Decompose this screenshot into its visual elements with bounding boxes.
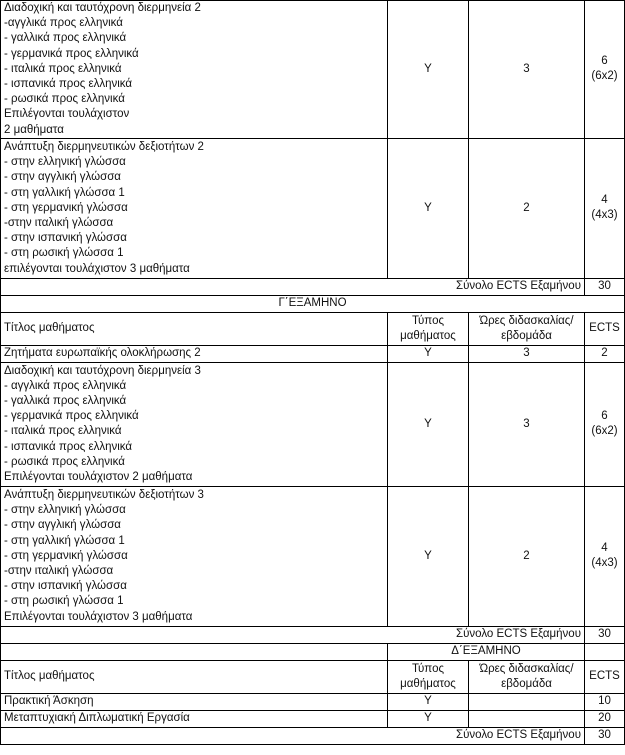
header-title: Τίτλος μαθήματος (1, 312, 388, 345)
semester-heading-row (1, 643, 625, 660)
course-row (1, 345, 625, 362)
semester-total-row (1, 727, 625, 744)
total-value: 30 (585, 727, 625, 744)
header-title: Τίτλος μαθήματος (1, 660, 388, 693)
course-title: Ζητήματα ευρωπαϊκής ολοκλήρωσης 2 (1, 345, 388, 362)
semester-total-row (1, 278, 625, 295)
course-ects: 4 (4x3) (585, 138, 625, 278)
course-title: Ανάπτυξη διερμηνευτικών δεξιοτήτων 3 - στην ελληνική γλώσσα - στην αγγλική γλώσσα - στη γαλλική γλώσσα 1 - στη γερμανική γλώσσα -στην ιταλική γλώσσα - στην ισπανική γλώσσα - στη ρωσική γλώσσα 1 Επιλέγονται τουλάχιστον 3 μαθήματα (1, 486, 388, 626)
course-hours: 2 (469, 138, 585, 278)
semester-total-row (1, 626, 625, 643)
total-value: 30 (585, 626, 625, 643)
semester-heading: Δ΄ΕΞΑΜΗΝΟ (388, 643, 585, 660)
semester-heading: Γ΄ΕΞΑΜΗΝΟ (1, 295, 625, 312)
course-type: Υ (388, 710, 469, 727)
total-label: Σύνολο ECTS Εξαμήνου (1, 727, 585, 744)
header-type: Τύπος μαθήματος (388, 660, 469, 693)
heading-spacer (585, 643, 625, 660)
course-type: Υ (388, 138, 469, 278)
semester-heading-row (1, 295, 625, 312)
course-row (1, 710, 625, 727)
course-title: Μεταπτυχιακή Διπλωματική Εργασία (1, 710, 388, 727)
course-hours: 3 (469, 362, 585, 486)
course-hours (469, 693, 585, 710)
course-type: Υ (388, 693, 469, 710)
course-title: Διαδοχική και ταυτόχρονη διερμηνεία 3 - αγγλικά προς ελληνικά - γαλλικά προς ελληνικά - γερμανικά προς ελληνικά - ιταλικά προς ελληνικά - ισπανικά προς ελληνικά - ρωσικά προς ελληνικά Επιλέγονται τουλάχιστον 2 μαθήματα (1, 362, 388, 486)
course-title: Ανάπτυξη διερμηνευτικών δεξιοτήτων 2 - στην ελληνική γλώσσα - στην αγγλική γλώσσα - στη γαλλική γλώσσα 1 - στη γερμανική γλώσσα -στην ιταλική γλώσσα - στην ισπανική γλώσσα - στη ρωσική γλώσσα 1 επιλέγονται τουλάχιστον 3 μαθήματα (1, 138, 388, 278)
course-ects: 10 (585, 693, 625, 710)
course-row (1, 362, 625, 486)
course-hours: 3 (469, 1, 585, 139)
header-hours: Ώρες διδασκαλίας/ εβδομάδα (469, 312, 585, 345)
course-type: Υ (388, 345, 469, 362)
course-hours: 2 (469, 486, 585, 626)
total-value: 30 (585, 278, 625, 295)
column-header-row (1, 312, 625, 345)
course-hours (469, 710, 585, 727)
course-row (1, 138, 625, 278)
header-hours: Ώρες διδασκαλίας/ εβδομάδα (469, 660, 585, 693)
header-ects: ECTS (585, 312, 625, 345)
total-label: Σύνολο ECTS Εξαμήνου (1, 278, 585, 295)
course-type: Υ (388, 1, 469, 139)
course-ects: 2 (585, 345, 625, 362)
course-type: Υ (388, 362, 469, 486)
header-ects: ECTS (585, 660, 625, 693)
course-title: Διαδοχική και ταυτόχρονη διερμηνεία 2 -αγγλικά προς ελληνικά - γαλλικά προς ελληνικά - γερμανικά προς ελληνικά - ιταλικά προς ελληνικά - ισπανικά προς ελληνικά - ρωσικά προς ελληνικά Επιλέγονται τουλάχιστον 2 μαθήματα (1, 1, 388, 139)
course-hours: 3 (469, 345, 585, 362)
header-type: Τύπος μαθήματος (388, 312, 469, 345)
course-row (1, 693, 625, 710)
heading-spacer (1, 643, 388, 660)
total-label: Σύνολο ECTS Εξαμήνου (1, 626, 585, 643)
course-title: Πρακτική Άσκηση (1, 693, 388, 710)
course-row (1, 486, 625, 626)
course-ects: 6 (6x2) (585, 1, 625, 139)
course-ects: 6 (6x2) (585, 362, 625, 486)
course-ects: 4 (4x3) (585, 486, 625, 626)
course-type: Υ (388, 486, 469, 626)
course-ects: 20 (585, 710, 625, 727)
course-row (1, 1, 625, 139)
column-header-row (1, 660, 625, 693)
